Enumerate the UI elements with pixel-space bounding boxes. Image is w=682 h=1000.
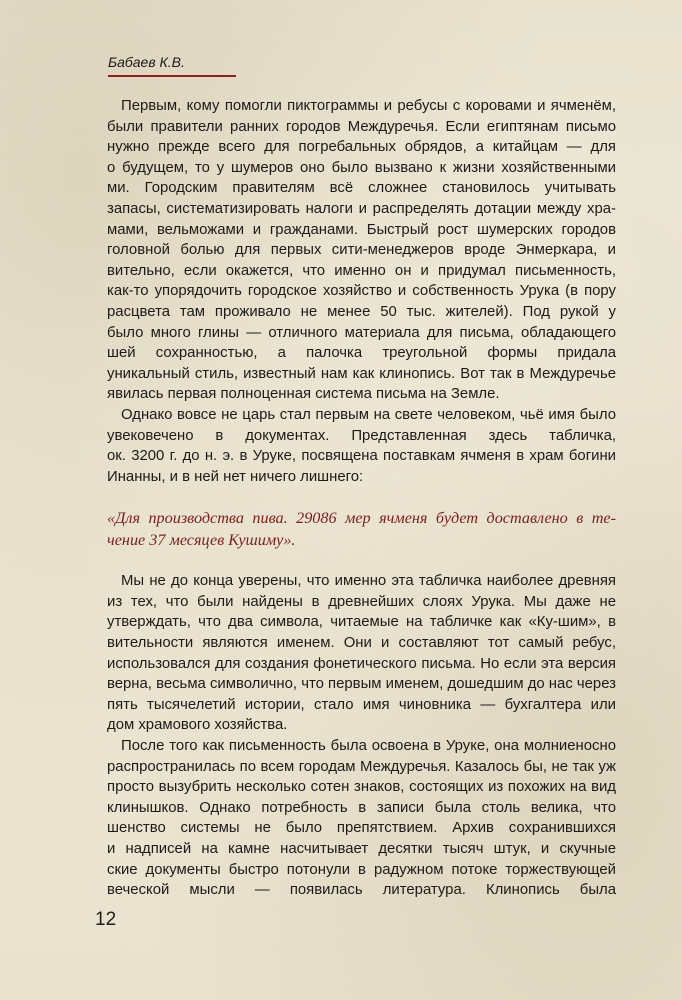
text-line: о будущем, то у шумеров оно было вызвано к жизни хозяйственными xyxy=(107,159,616,176)
text-line: ок. 3200 г. до н. э. в Уруке, посвящена поставкам ячменя в храм богини xyxy=(107,448,616,465)
text-line: шей сохранностью, а палочка треугольной формы придала xyxy=(107,345,616,362)
text-line: Мы не до конца уверены, что именно эта табличка наиболее древняя xyxy=(121,573,616,590)
text-line: из тех, что были найдены в древнейших слоях Урука. Мы даже не xyxy=(107,593,616,610)
text-line: шенство системы не было препятствием. Архив сохранившихся xyxy=(107,820,616,837)
text-line: увековечено в документах. Представленная здесь табличка, xyxy=(107,427,616,444)
text-line: вительности являются именем. Они и составляют тот самый ребус, xyxy=(107,635,616,652)
text-line: утверждать, что два символа, читаемые на табличке как «Ку-шим», в xyxy=(107,614,616,631)
text-line: распространилась по всем городам Междуречья. Казалось бы, не так уж xyxy=(107,758,616,775)
text-line: ские документы быстро потонули в радужном потоке торжествующей xyxy=(107,861,616,878)
text-line: использовался для создания фонетического письма. Но если эта версия xyxy=(107,655,616,672)
text-line: дом храмового хозяйства. xyxy=(107,717,288,734)
text-line: было много глины — отличного материала для письма, обладающего xyxy=(107,324,616,341)
text-line: веческой мысли — появилась литература. Клинопись была xyxy=(107,882,616,899)
text-line: Инанны, и в ней нет ничего лишнего: xyxy=(107,468,364,485)
text-line: явилась первая полноценная система письма на Земле. xyxy=(107,386,500,403)
text-line: головной болью для первых сити-менеджеров вроде Энмеркара, и xyxy=(107,242,616,259)
body-text xyxy=(107,96,616,901)
text-line: Первым, кому помогли пиктограммы и ребусы с коровами и ячменём, xyxy=(121,98,616,114)
quote-line: чение 37 месяцев Кушиму». xyxy=(107,531,296,550)
text-line: и надписей на камне насчитывает десятки тысяч штук, и скучные xyxy=(107,841,616,857)
text-line: были правители ранних городов Междуречья. Если египтянам письмо xyxy=(107,118,616,135)
text-line: клинышков. Однако потребность в записи была столь велика, что xyxy=(107,799,616,816)
text-line: запасы, систематизировать налоги и распределять дотации между хра- xyxy=(107,200,616,217)
text-line: Однако вовсе не царь стал первым на свете человеком, чьё имя было xyxy=(121,406,616,423)
quote-line: «Для производства пива. 29086 мер ячменя будет доставлено в те- xyxy=(107,509,616,528)
text-line: уникальный стиль, известный нам как клинопись. Вот так в Междуречье xyxy=(107,365,616,382)
page-number: 12 xyxy=(95,909,117,930)
text-line: После того как письменность была освоена в Уруке, она молниеносно xyxy=(121,738,616,755)
text-line: ми. Городским правителям всё сложнее становилось учитывать xyxy=(107,180,616,197)
text-line: верна, весьма символично, что первым именем, дошедшим до нас через xyxy=(107,676,616,693)
running-header-author: Бабаев К.В. xyxy=(108,54,236,77)
text-line: нужно прежде всего для погребальных обрядов, а китайцам — для xyxy=(107,139,616,156)
text-line: как-то упорядочить городское хозяйство и собственность Урука (в пору xyxy=(107,283,616,300)
text-line: расцвета там проживало не менее 50 тыс. жителей). Под рукой у xyxy=(107,303,616,320)
text-line: пять тысячелетий истории, стало имя чиновника — бухгалтера или xyxy=(107,696,616,713)
text-line: просто вызубрить несколько сотен знаков, состоящих из похожих на вид xyxy=(107,779,616,796)
text-line: мами, вельможами и гражданами. Быстрый рост шумерских городов xyxy=(107,221,616,238)
text-line: вительно, если окажется, что именно он и придумал письменность, xyxy=(107,262,616,279)
